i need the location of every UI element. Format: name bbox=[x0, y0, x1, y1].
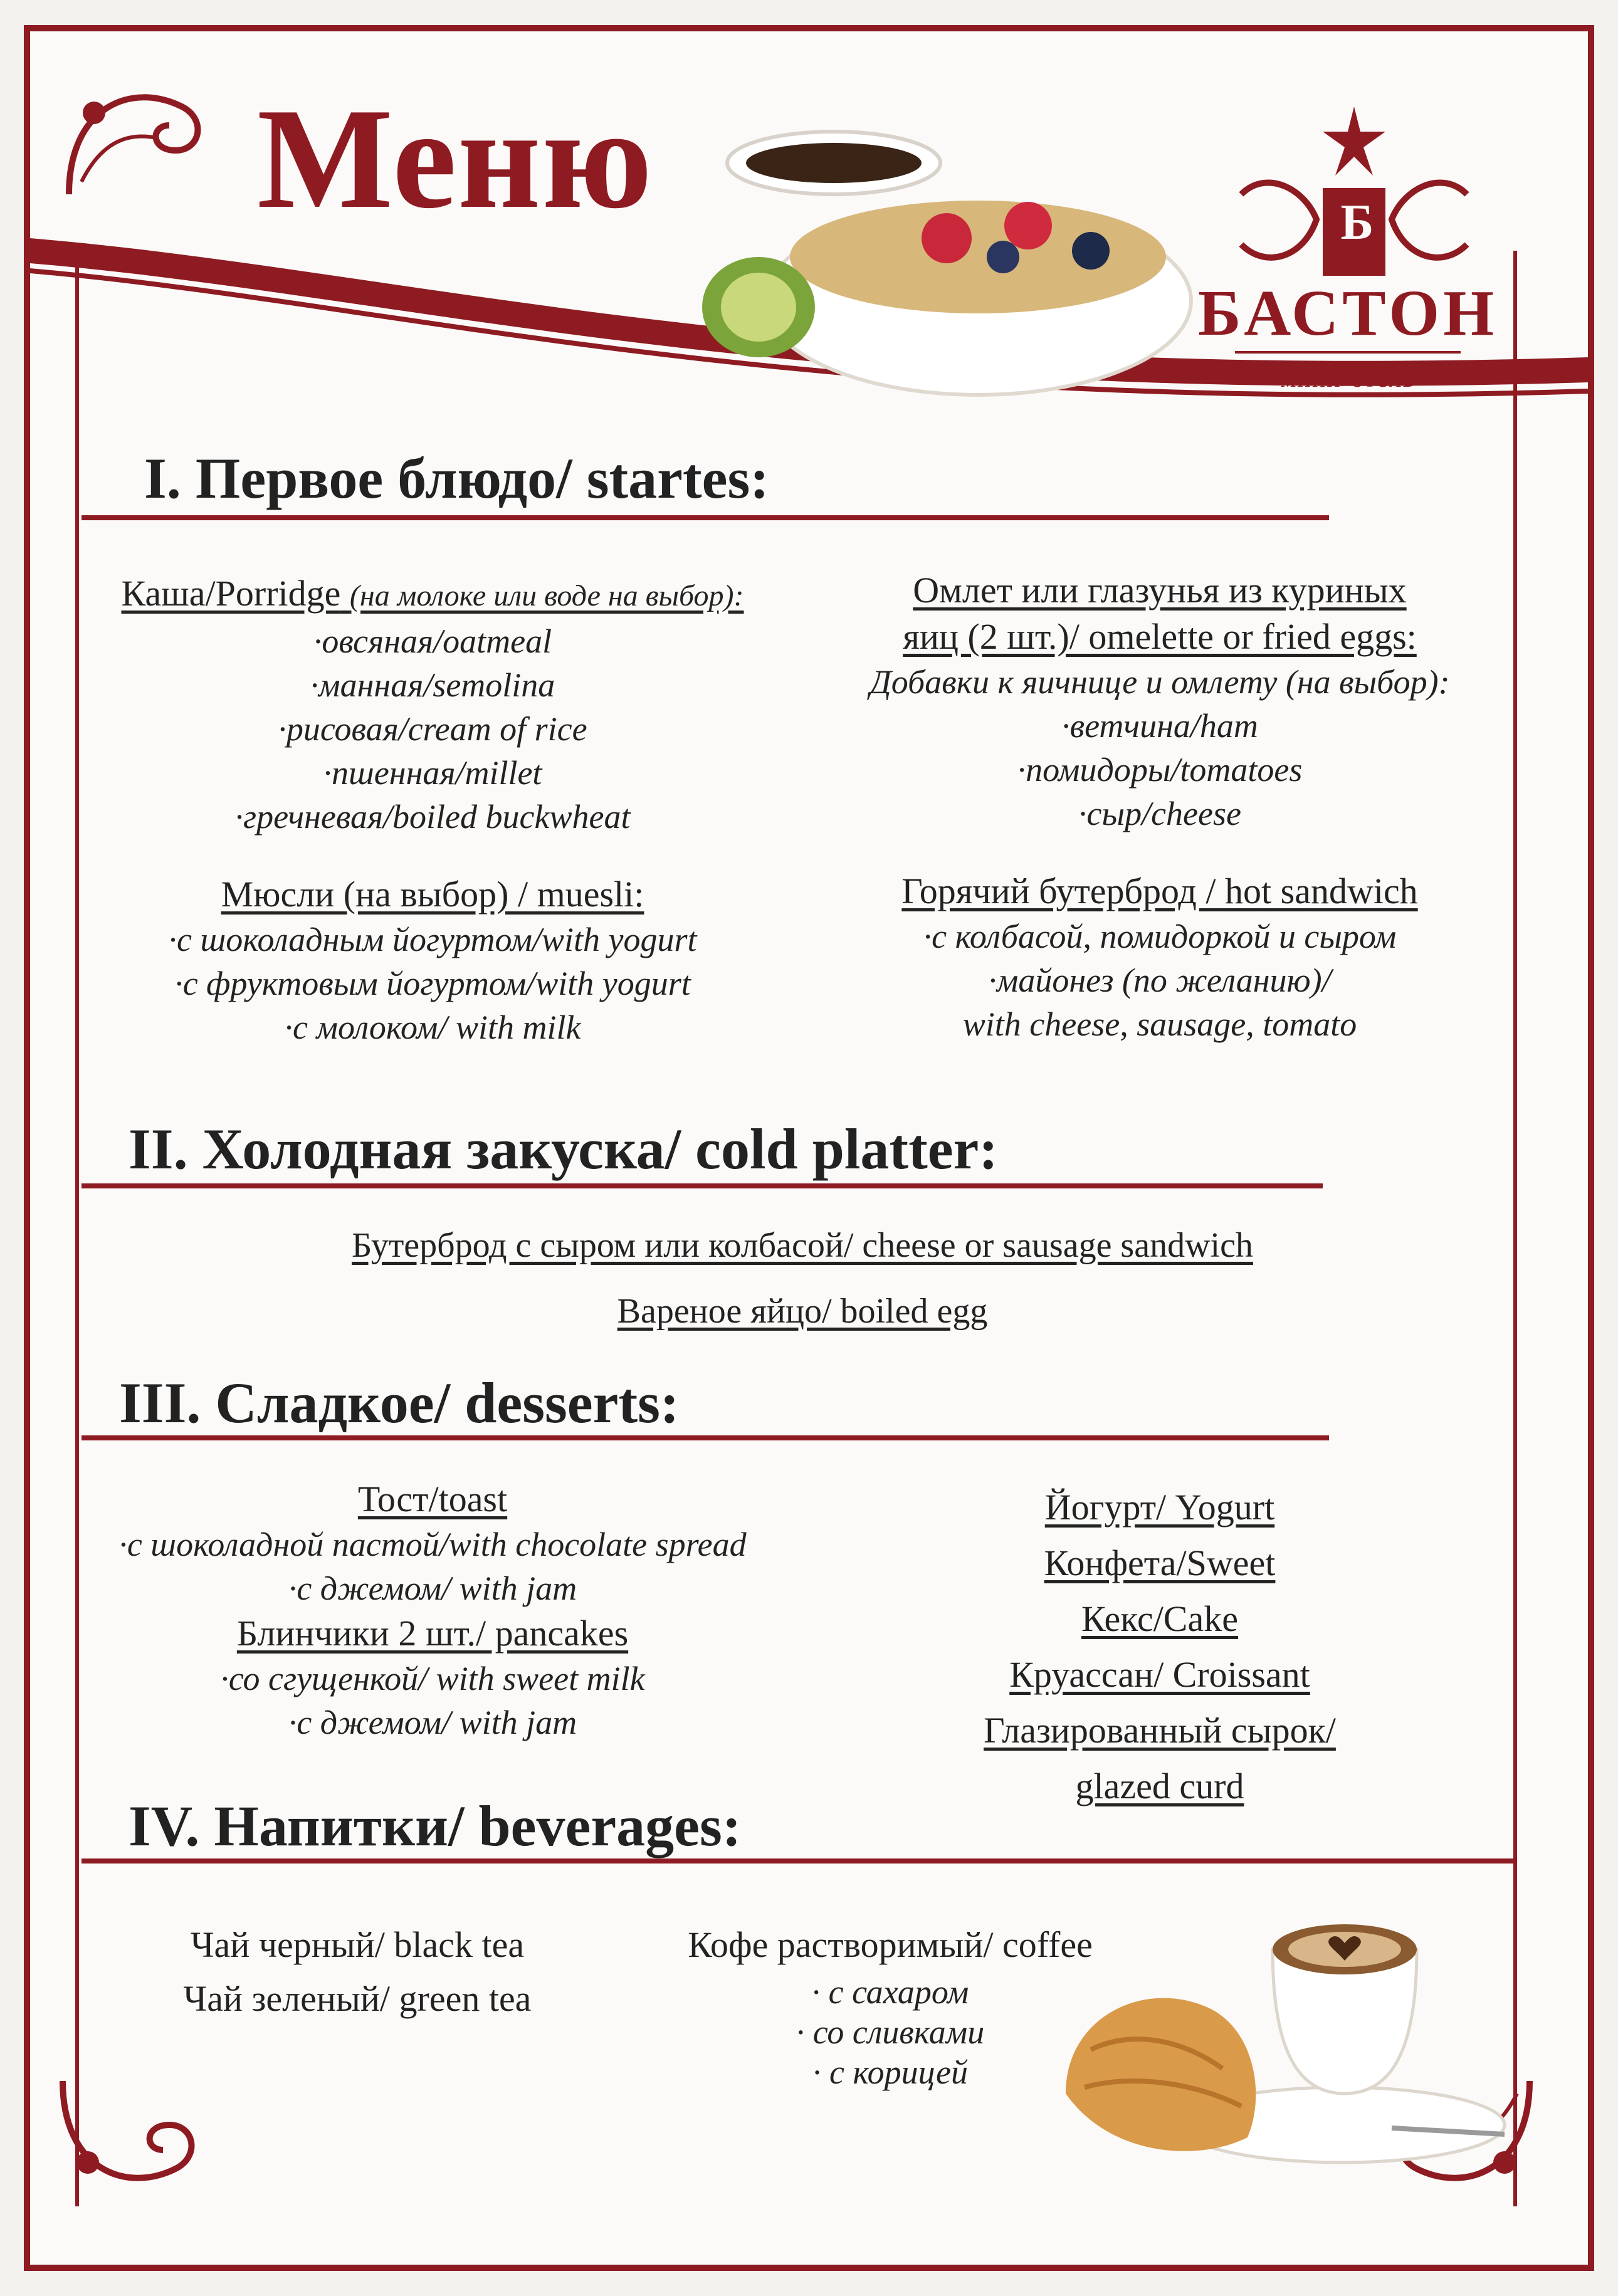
list-item: ·с колбасой, помидоркой и сыром bbox=[923, 918, 1397, 955]
list-item: ·с шоколадным йогуртом/with yogurt bbox=[168, 921, 697, 958]
list-item: ·овсяная/oatmeal bbox=[313, 622, 552, 660]
logo-letter: Б bbox=[1340, 195, 1374, 250]
list-item: Конфета/Sweet bbox=[1044, 1543, 1276, 1583]
list-item: ·с фруктовым йогуртом/with yogurt bbox=[174, 965, 691, 1002]
toast-pancakes-block bbox=[88, 1476, 777, 1744]
section-divider bbox=[81, 1858, 1517, 1864]
cold-item: Вареное яйцо/ boiled egg bbox=[617, 1292, 988, 1331]
desserts-right-block bbox=[878, 1479, 1442, 1814]
list-item: Чай черный/ black tea bbox=[190, 1924, 525, 1965]
bottom-left-flourish-icon bbox=[50, 2068, 213, 2206]
breakfast-bowl-illustration bbox=[677, 94, 1241, 407]
list-item: ·помидоры/tomatoes bbox=[1017, 751, 1303, 789]
list-item: ·манная/semolina bbox=[310, 666, 555, 704]
section-divider bbox=[81, 515, 1329, 520]
muesli-title: Мюсли (на выбор) / muesli: bbox=[221, 874, 644, 915]
coffee-croissant-illustration bbox=[1041, 1887, 1517, 2181]
list-item: with cheese, sausage, tomato bbox=[962, 1005, 1357, 1043]
list-item: Глазированный сырок/ bbox=[984, 1710, 1336, 1751]
coffee-title: Кофе растворимый/ coffee bbox=[688, 1924, 1093, 1965]
list-item: ·ветчина/ham bbox=[1061, 707, 1258, 745]
list-item: ·пшенная/millet bbox=[323, 754, 542, 792]
logo-subtitle: мини-отель bbox=[1280, 364, 1416, 392]
tea-block bbox=[94, 1918, 621, 2026]
list-item: · со сливками bbox=[796, 2013, 985, 2051]
list-item: ·с молоком/ with milk bbox=[284, 1009, 581, 1046]
list-item: ·с шоколадной пастой/with chocolate spread bbox=[118, 1526, 747, 1563]
list-item: ·майонез (по желанию)/ bbox=[988, 962, 1332, 999]
list-item: glazed curd bbox=[1075, 1766, 1244, 1806]
eggs-title-line1: Омлет или глазунья из куриных bbox=[913, 570, 1407, 611]
section-desserts-heading: III. Сладкое/ desserts: bbox=[119, 1371, 680, 1435]
hot-sandwich-block bbox=[815, 868, 1505, 1046]
list-item: ·сыр/cheese bbox=[1078, 795, 1241, 832]
top-left-flourish-icon bbox=[56, 69, 219, 207]
section-divider bbox=[81, 1183, 1323, 1188]
list-item: · с сахаром bbox=[811, 1973, 969, 2011]
list-item: Круассан/ Croissant bbox=[1009, 1654, 1310, 1695]
eggs-title-line2: яиц (2 шт.)/ omelette or fried eggs: bbox=[903, 616, 1417, 657]
hot-sandwich-title: Горячий бутерброд / hot sandwich bbox=[901, 871, 1418, 911]
list-item: Чай зеленый/ green tea bbox=[183, 1978, 532, 2019]
logo-divider bbox=[1235, 351, 1461, 354]
eggs-block bbox=[815, 567, 1505, 836]
muesli-block bbox=[88, 871, 777, 1049]
porridge-note: (на молоке или воде на выбор): bbox=[349, 579, 744, 612]
list-item: ·с джемом/ with jam bbox=[288, 1704, 577, 1741]
cold-item: Бутерброд с сыром или колбасой/ cheese or sausage sandwich bbox=[352, 1226, 1253, 1265]
list-item: ·рисовая/cream of rice bbox=[278, 710, 587, 748]
pancakes-title: Блинчики 2 шт./ pancakes bbox=[236, 1613, 629, 1654]
section-divider bbox=[81, 1435, 1329, 1440]
section-cold-heading: II. Холодная закуска/ cold platter: bbox=[129, 1117, 999, 1181]
eggs-note: Добавки к яичнице и омлету (на выбор): bbox=[869, 663, 1450, 701]
list-item: ·с джемом/ with jam bbox=[288, 1570, 577, 1607]
list-item: ·гречневая/boiled buckwheat bbox=[234, 798, 631, 836]
list-item: ·со сгущенкой/ with sweet milk bbox=[220, 1660, 645, 1697]
logo-name: БАСТОН bbox=[1197, 277, 1498, 349]
section-starters-heading: I. Первое блюдо/ startes: bbox=[144, 446, 769, 510]
list-item: Кекс/Cake bbox=[1081, 1598, 1238, 1639]
list-item: Йогурт/ Yogurt bbox=[1044, 1487, 1275, 1528]
toast-title: Тост/toast bbox=[357, 1479, 508, 1519]
list-item: · с корицей bbox=[812, 2053, 968, 2091]
porridge-block bbox=[88, 570, 777, 839]
section-beverages-heading: IV. Напитки/ beverages: bbox=[129, 1794, 742, 1858]
page-title: Меню bbox=[257, 78, 654, 238]
porridge-title: Каша/Porridge bbox=[121, 573, 341, 614]
